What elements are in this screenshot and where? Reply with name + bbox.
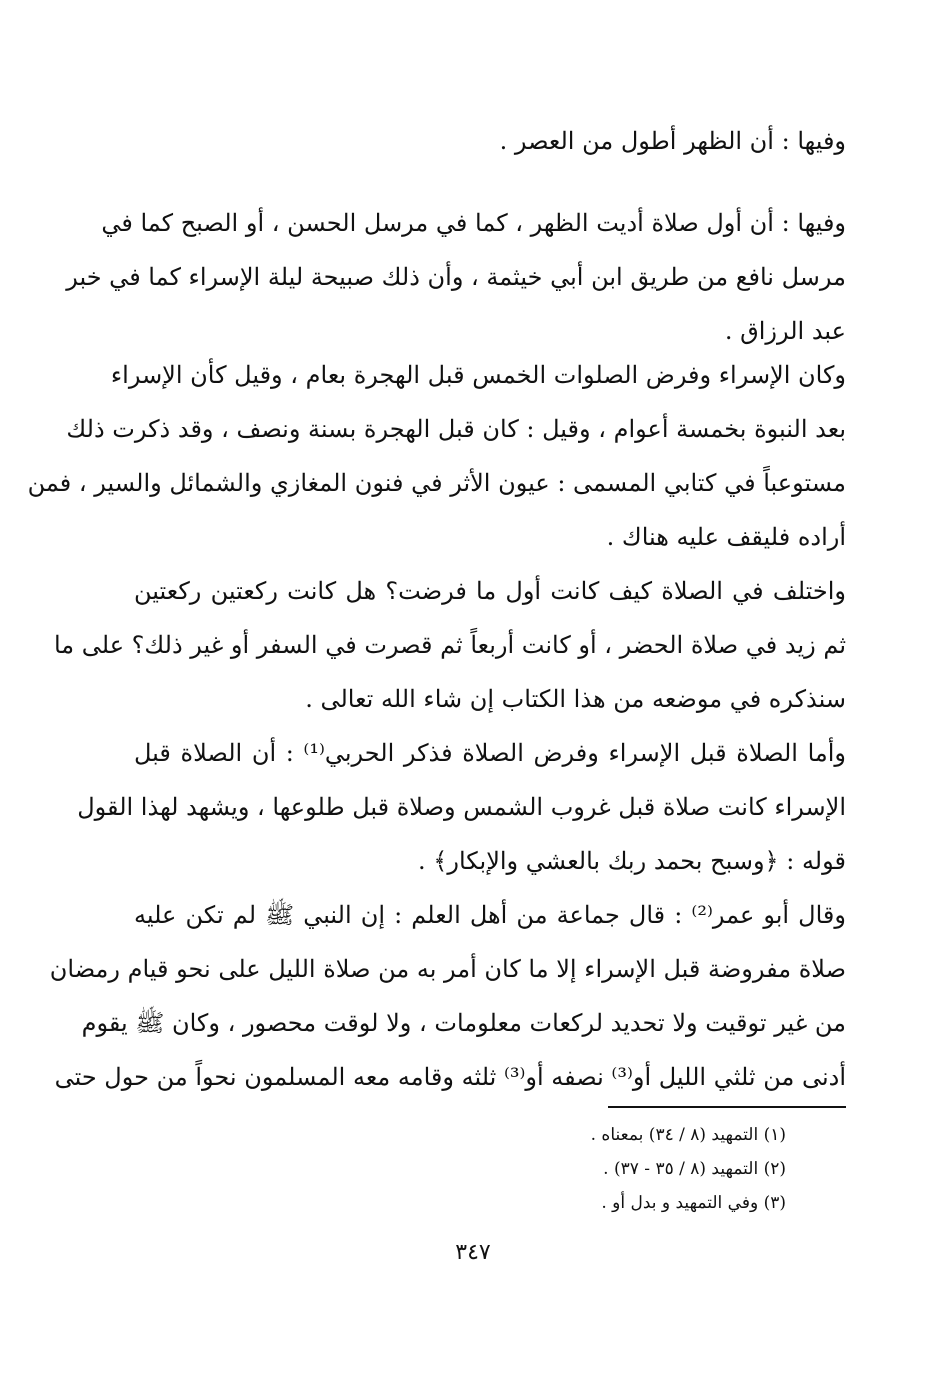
text-line: أدنى من ثلثي الليل أو⁽³⁾ نصفه أو⁽³⁾ ثلثه وقامه معه المسلمون نحواً من حول حتى (54, 1063, 846, 1091)
text-line: وأما الصلاة قبل الإسراء وفرض الصلاة فذكر الحربي⁽¹⁾ : أن الصلاة قبل (134, 739, 846, 767)
text-line: عبد الرزاق . (724, 317, 846, 345)
text-line: من غير توقيت ولا تحديد لركعات معلومات ، ولا لوقت محصور ، وكان ﷺ يقوم (81, 1009, 846, 1037)
text-line: بعد النبوة بخمسة أعوام ، وقيل : كان قبل الهجرة بسنة ونصف ، وقد ذكرت ذلك (66, 415, 846, 443)
text-line: مستوعباً في كتابي المسمى : عيون الأثر في فنون المغازي والشمائل والسير ، فمن (27, 469, 846, 497)
text-line: قوله : ﴿وسبح بحمد ربك بالعشي والإبكار﴾ . (418, 847, 846, 875)
paragraph-6 (49, 888, 846, 1104)
paragraph-2 (66, 196, 846, 358)
text-line: صلاة مفروضة قبل الإسراء إلا ما كان أمر به من صلاة الليل على نحو قيام رمضان (49, 955, 846, 983)
footnote-3: (٣) وفي التمهيد و بدل أو . (601, 1193, 786, 1213)
text-line: وفيها : أن الظهر أطول من العصر . (499, 127, 846, 155)
page-number: ٣٤٧ (455, 1240, 491, 1265)
footnote-1: (١) التمهيد (٨ / ٣٤) بمعناه . (590, 1125, 786, 1145)
text-line: مرسل نافع من طريق ابن أبي خيثمة ، وأن ذلك صبيحة ليلة الإسراء كما في خبر (66, 263, 846, 291)
text-line: سنذكره في موضعه من هذا الكتاب إن شاء الله تعالى . (305, 685, 846, 713)
paragraph-5 (77, 726, 846, 888)
text-line: واختلف في الصلاة كيف كانت أول ما فرضت؟ هل كانت ركعتين ركعتين (134, 577, 846, 605)
text-line: وكان الإسراء وفرض الصلوات الخمس قبل الهجرة بعام ، وقيل كأن الإسراء (110, 361, 846, 389)
text-line: أراده فليقف عليه هناك . (606, 523, 846, 551)
paragraph-4 (53, 564, 846, 726)
text-line: وفيها : أن أول صلاة أديت الظهر ، كما في مرسل الحسن ، أو الصبح كما في (101, 209, 846, 237)
text-line: الإسراء كانت صلاة قبل غروب الشمس وصلاة قبل طلوعها ، ويشهد لهذا القول (77, 793, 846, 821)
footnotes (386, 1118, 786, 1220)
main-text (27, 114, 846, 1094)
footnote-2: (٢) التمهيد (٨ / ٣٥ - ٣٧) . (603, 1159, 786, 1179)
footnote-separator (608, 1106, 846, 1108)
paragraph-3 (27, 348, 846, 564)
text-line: وقال أبو عمر⁽²⁾ : قال جماعة من أهل العلم : إن النبي ﷺ لم تكن عليه (134, 901, 846, 929)
text-line: ثم زيد في صلاة الحضر ، أو كانت أربعاً ثم قصرت في السفر أو غير ذلك؟ على ما (53, 631, 846, 659)
paragraph-1 (134, 114, 846, 168)
